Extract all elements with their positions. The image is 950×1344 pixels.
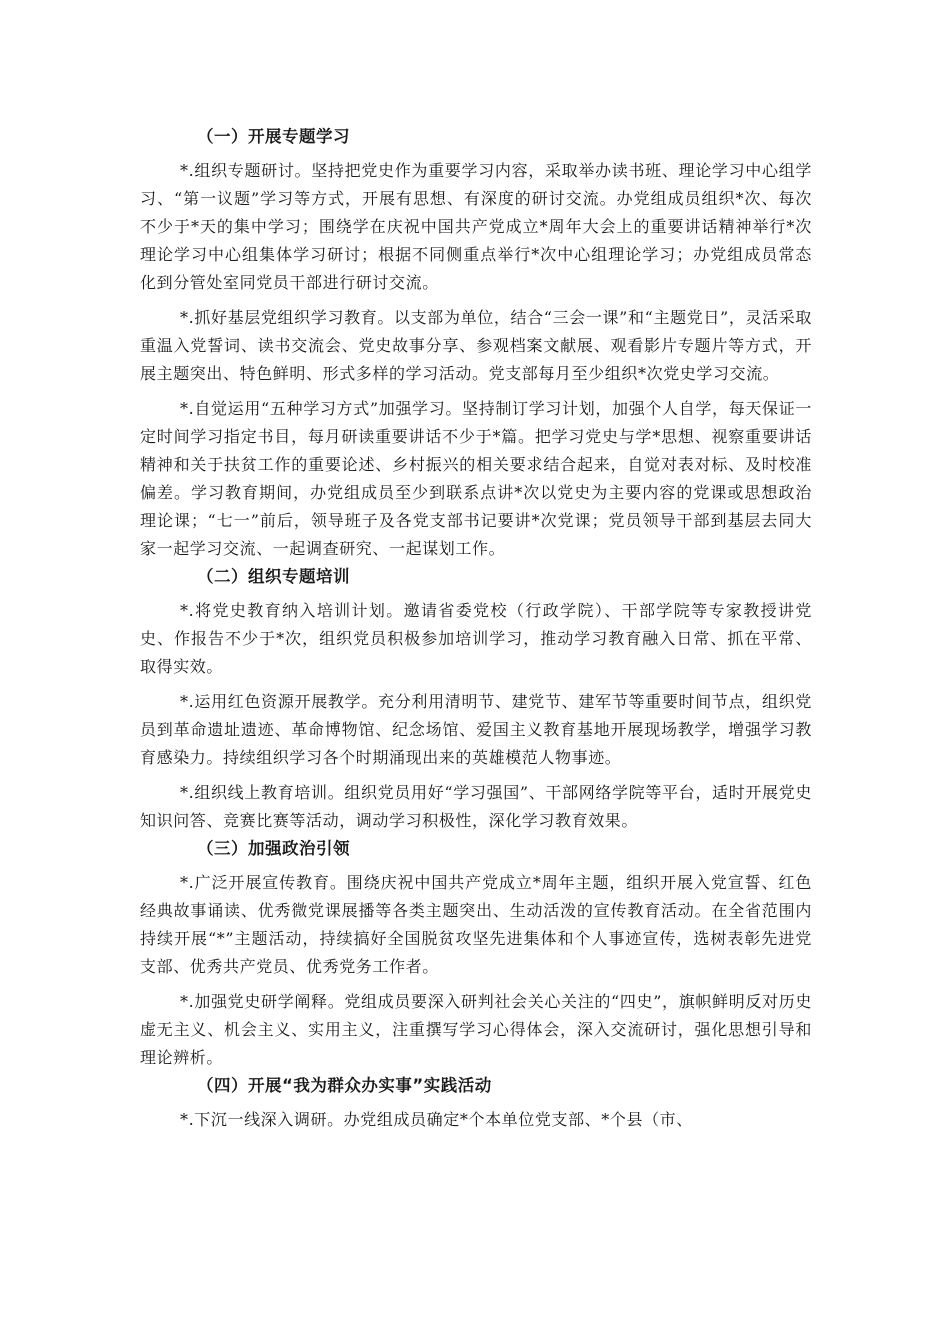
section-1	[140, 123, 812, 563]
section-3	[140, 835, 812, 1072]
section-heading: （四）开展“我为群众办实事”实践活动	[197, 1076, 492, 1095]
paragraph: *.组织专题研讨。坚持把党史作为重要学习内容，采取举办读书班、理论学习中心组学习、“第一议题”学习等方式，开展有思想、有深度的研讨交流。办党组成员组织*次、每次不少于*天的集中学习；围绕学在庆祝中国共产党成立*周年大会上的重要讲话精神举行*次理论学习中心组集体学习研讨；根据不同侧重点举行*次中心组理论学习；办党组成员常态化到分管处室同党员干部进行研讨交流。	[140, 161, 812, 292]
paragraph: *.将党史教育纳入培训计划。邀请省委党校（行政学院）、干部学院等专家教授讲党史、作报告不少于*次，组织党员积极参加培训学习，推动学习教育融入日常、抓在平常、取得实效。	[140, 601, 812, 676]
section-4	[140, 1072, 812, 1134]
paragraph: *.组织线上教育培训。组织党员用好“学习强国”、干部网络学院等平台，适时开展党史知识问答、竞赛比赛等活动，调动学习积极性，深化学习教育效果。	[140, 783, 812, 830]
paragraph: *.自觉运用“五种学习方式”加强学习。坚持制订学习计划，加强个人自学，每天保证一定时间学习指定书目，每月研读重要讲话不少于*篇。把学习党史与学*思想、视察重要讲话精神和关于扶贫工作的重要论述、乡村振兴的相关要求结合起来，自觉对表对标、及时校准偏差。学习教育期间，办党组成员至少到联系点讲*次以党史为主要内容的党课或思想政治理论课；“七一”前后，领导班子及各党支部书记要讲*次党课；党员领导干部到基层去同大家一起学习交流、一起调查研究、一起谋划工作。	[140, 399, 812, 558]
paragraph: *.下沉一线深入调研。办党组成员确定*个本单位党支部、*个县（市、	[180, 1110, 693, 1129]
paragraph: *.运用红色资源开展教学。充分利用清明节、建党节、建军节等重要时间节点，组织党员到革命遗址遗迹、革命博物馆、纪念场馆、爱国主义教育基地开展现场教学，增强学习教育感染力。持续组织学习各个时期涌现出来的英雄模范人物事迹。	[140, 692, 812, 767]
section-heading: （二）组织专题培训	[197, 567, 350, 586]
paragraph: *.广泛开展宣传教育。围绕庆祝中国共产党成立*周年主题，组织开展入党宣誓、红色经典故事诵读、优秀微党课展播等各类主题突出、生动活泼的宣传教育活动。在全省范围内持续开展“*”主题活动，持续搞好全国脱贫攻坚先进集体和个人事迹宣传，选树表彰先进党支部、优秀共产党员、优秀党务工作者。	[140, 873, 812, 976]
document-body	[140, 123, 812, 1134]
paragraph: *.抓好基层党组织学习教育。以支部为单位，结合“三会一课”和“主题党日”，灵活采取重温入党誓词、读书交流会、党史故事分享、参观档案文献展、观看影片专题片等方式，开展主题突出、特色鲜明、形式多样的学习活动。党支部每月至少组织*次党史学习交流。	[140, 308, 812, 383]
paragraph: *.加强党史研学阐释。党组成员要深入研判社会关心关注的“四史”，旗帜鲜明反对历史虚无主义、机会主义、实用主义，注重撰写学习心得体会，深入交流研讨，强化思想引导和理论辨析。	[140, 992, 812, 1067]
section-2	[140, 563, 812, 835]
section-heading: （三）加强政治引领	[197, 839, 350, 858]
section-heading: （一）开展专题学习	[197, 127, 350, 146]
